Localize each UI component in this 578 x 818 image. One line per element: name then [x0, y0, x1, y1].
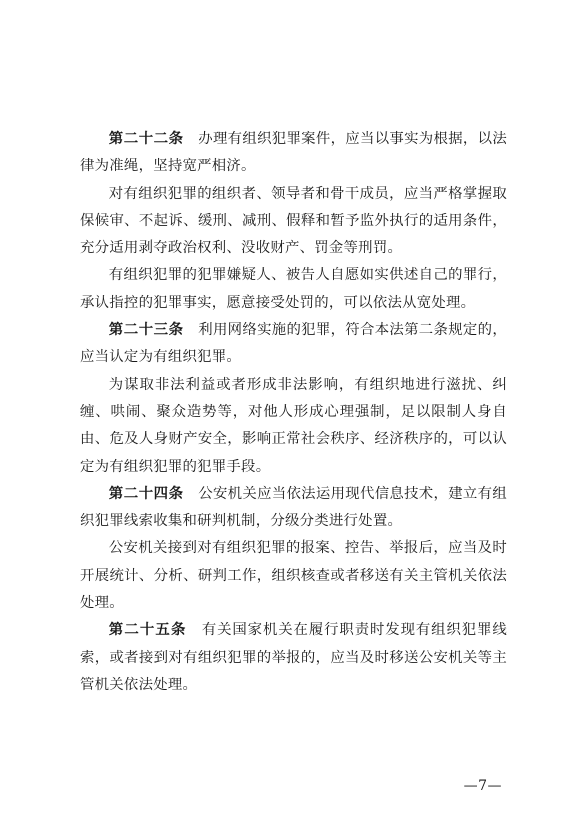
article-22-paragraph-1	[80, 126, 507, 181]
article-23-paragraph-1	[80, 317, 507, 372]
article-22-paragraph-3: 有组织犯罪的犯罪嫌疑人、被告人自愿如实供述自己的罪行，承认指控的犯罪事实，愿意接受处罚的，可以依法从宽处理。	[80, 267, 507, 311]
paragraph-text: 有关国家机关在履行职责时发现有组织犯罪线索，或者接到对有组织犯罪的举报的，应当及时移送公安机关等主管机关依法处理。	[80, 622, 507, 693]
article-24-paragraph-1	[80, 481, 507, 536]
page-number: —7—	[463, 778, 502, 794]
document-body	[80, 126, 507, 699]
article-heading: 第二十四条	[108, 485, 184, 502]
article-22-paragraph-2: 对有组织犯罪的组织者、领导者和骨干成员，应当严格掌握取保候审、不起诉、缓刑、减刑、假释和暂予监外执行的适用条件，充分适用剥夺政治权利、没收财产、罚金等刑罚。	[80, 185, 507, 257]
article-heading: 第二十二条	[108, 131, 184, 147]
paragraph-text: 利用网络实施的犯罪，符合本法第二条规定的，应当认定为有组织犯罪。	[80, 322, 507, 366]
article-23-paragraph-2: 为谋取非法利益或者形成非法影响，有组织地进行滋扰、纠缠、哄闹、聚众造势等，对他人形成心理强制，足以限制人身自由、危及人身财产安全，影响正常社会秩序、经济秩序的，可以认定为有组织犯罪的犯罪手段。	[80, 376, 507, 475]
article-heading: 第二十五条	[108, 622, 187, 639]
paragraph-text: 公安机关应当依法运用现代信息技术，建立有组织犯罪线索收集和研判机制，分级分类进行处置。	[80, 485, 507, 530]
article-24-paragraph-2: 公安机关接到对有组织犯罪的报案、控告、举报后，应当及时开展统计、分析、研判工作，组织核查或者移送有关主管机关依法处理。	[80, 540, 507, 612]
article-25-paragraph-1	[80, 617, 507, 699]
paragraph-text: 办理有组织犯罪案件，应当以事实为根据，以法律为准绳，坚持宽严相济。	[80, 131, 507, 175]
article-heading: 第二十三条	[108, 322, 184, 339]
